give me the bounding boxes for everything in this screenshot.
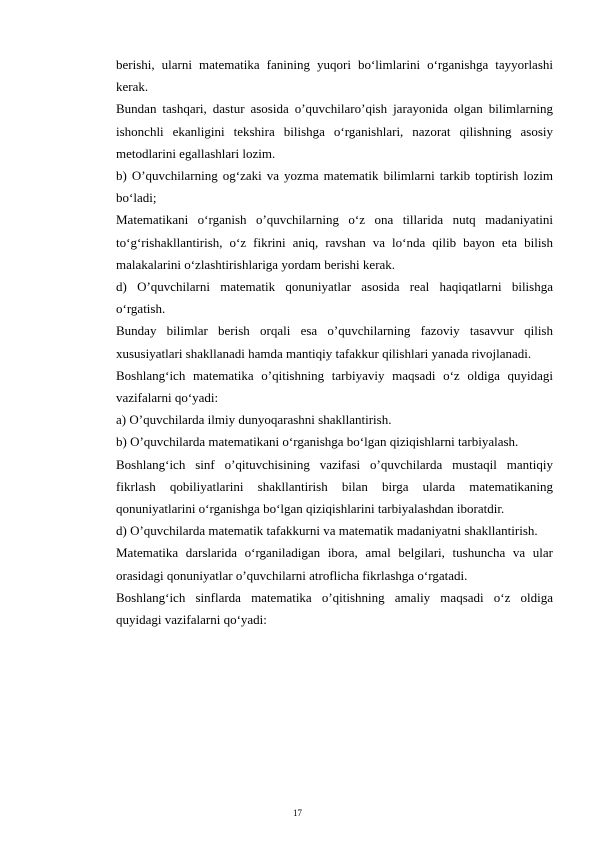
paragraph: Boshlang‘ich matematika o’qitishning tarbiyaviy maqsadi o‘z oldiga quyidagi vazifalarni qo‘yadi: [116,367,553,406]
paragraph: Matematikani o‘rganish o’quvchilarning o‘z ona tillarida nutq madaniyatini to‘g‘rishakllantirish, o‘z fikrini aniq, ravshan va lo‘nda qilib bayon eta bilish malakalarini o‘zlashtirishlariga yordam berishi kerak. [116,212,553,272]
paragraph: Matematika darslarida o‘rganiladigan ibora, amal belgilari, tushuncha va ular orasidagi qonuniyatlar o’quvchilarni atroflicha fikrlashga o‘rgatadi. [116,545,553,583]
page-number: 17 [293,808,302,818]
paragraph: berishi, ularni matematika fanining yuqori bo‘limlarini o‘rganishga tayyorlashi kerak. [116,57,553,95]
body-text [116,54,553,631]
list-item: d) O’quvchilarda matematik tafakkurni va matematik madaniyatni shakllantirish. [116,523,538,539]
list-item: b) O’quvchilarda matematikani o‘rganishga bo‘lgan qiziqishlarni tarbiyalash. [116,434,519,450]
list-item: d) O’quvchilarni matematik qonuniyatlar asosida real haqiqatlarni bilishga o‘rgatish. [116,279,553,317]
paragraph: Boshlang‘ich sinflarda matematika o’qitishning amaliy maqsadi o‘z oldiga quyidagi vazifalarni qo‘yadi: [116,589,553,628]
paragraph: Boshlang‘ich sinf o’qituvchisining vazifasi o’quvchilarda mustaqil mantiqiy fikrlash qobiliyatlarini shakllantirish bilan birga ularda matematikaning qonuniyatlarini o‘rganishga bo‘lgan qiziqishlarini tarbiyalashdan iboratdir. [116,456,553,517]
paragraph: Bundan tashqari, dastur asosida o’quvchilaro’qish jarayonida olgan bilimlarning ishonchli ekanligini tekshira bilishga o‘rganishlari, nazorat qilishning asosiy metodlarini egallashlari lozim. [116,101,553,161]
list-item: b) O’quvchilarning og‘zaki va yozma matematik bilimlarni tarkib toptirish lozim bo‘ladi; [116,168,553,206]
list-item: a) O’quvchilarda ilmiy dunyoqarashni shakllantirish. [116,412,392,428]
paragraph: Bunday bilimlar berish orqali esa o’quvchilarning fazoviy tasavvur qilish xususiyatlari shakllanadi hamda mantiqiy tafakkur qilishlari yanada rivojlanadi. [116,323,553,361]
